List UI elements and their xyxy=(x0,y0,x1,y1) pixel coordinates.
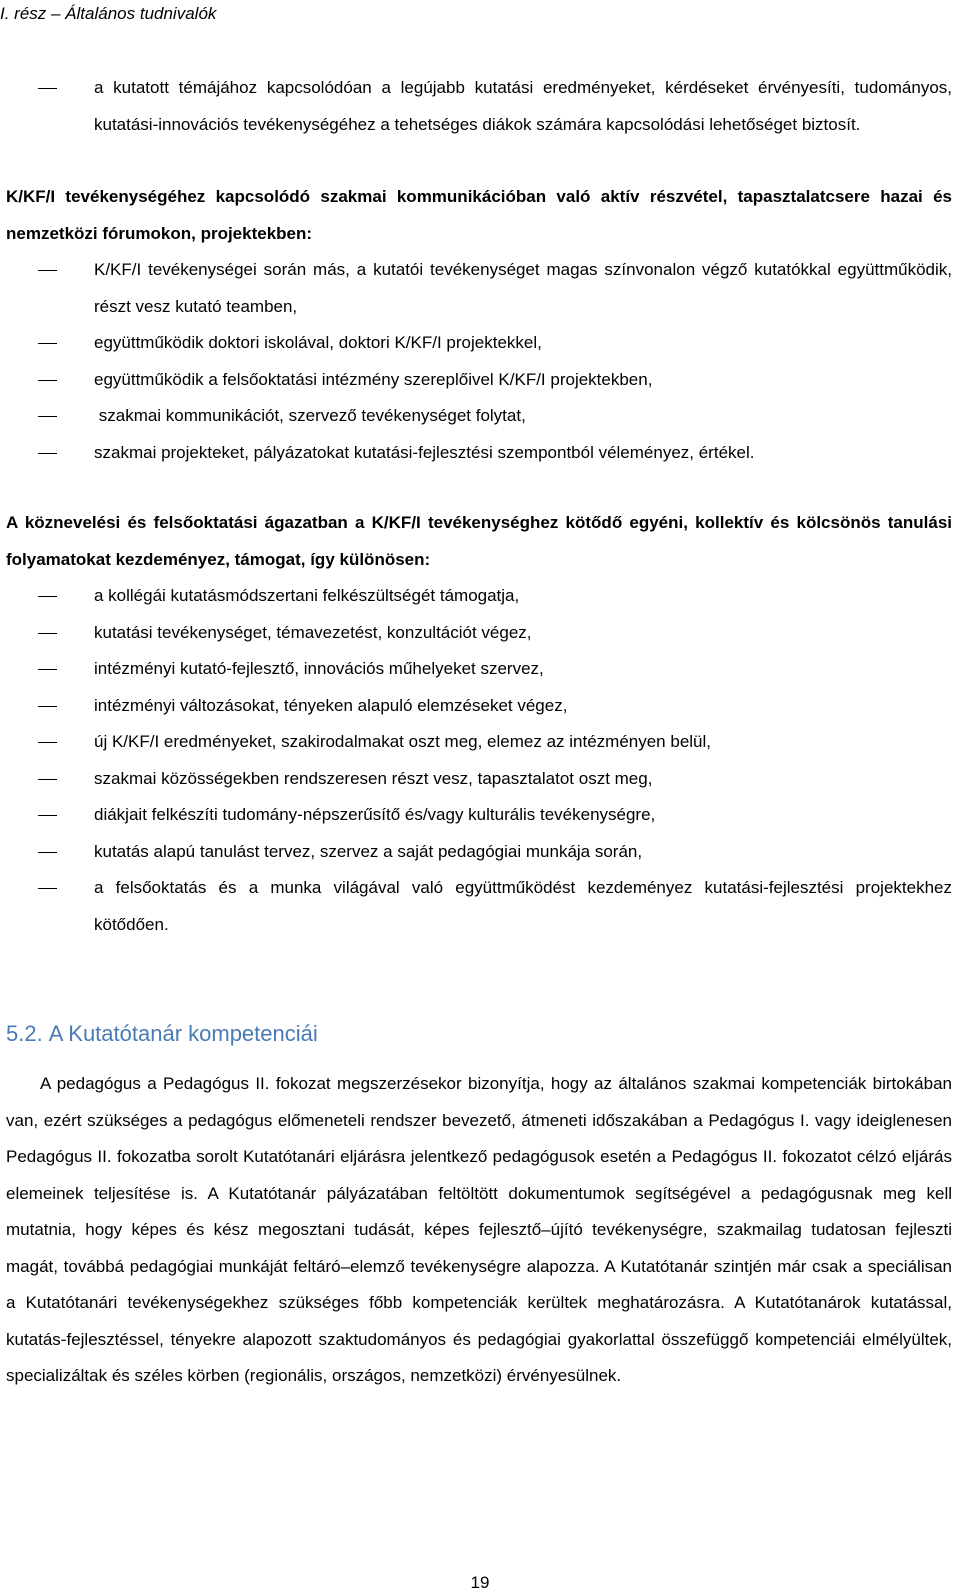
dash-bullet-icon xyxy=(38,453,57,454)
dash-bullet-icon xyxy=(38,633,57,634)
list-item: intézményi változásokat, tényeken alapuló elemzéseket végez, xyxy=(6,688,952,725)
dash-bullet-icon xyxy=(38,343,57,344)
list-item: szakmai közösségekben rendszeresen részt vesz, tapasztalatot oszt meg, xyxy=(6,761,952,798)
third-bullet-list xyxy=(6,578,952,943)
dash-bullet-icon xyxy=(38,779,57,780)
first-bullet-list xyxy=(6,70,952,143)
dash-bullet-icon xyxy=(38,380,57,381)
first-list-block xyxy=(6,70,952,143)
dash-bullet-icon xyxy=(38,88,57,89)
list-item: intézményi kutató-fejlesztő, innovációs műhelyeket szervez, xyxy=(6,651,952,688)
dash-bullet-icon xyxy=(38,669,57,670)
section-number: 5.2. xyxy=(6,1021,43,1046)
dash-bullet-icon xyxy=(38,270,57,271)
list-item: diákjait felkészíti tudomány-népszerűsítő és/vagy kulturális tevékenységre, xyxy=(6,797,952,834)
second-bullet-list xyxy=(6,252,952,471)
dash-bullet-icon xyxy=(38,416,57,417)
list-item: új K/KF/I eredményeket, szakirodalmakat oszt meg, elemez az intézményen belül, xyxy=(6,724,952,761)
body-paragraph: A pedagógus a Pedagógus II. fokozat megszerzésekor bizonyítja, hogy az általános szakmai kompetenciák birtokában van, ezért szükséges a pedagógus előmeneteli rendszer bevezető, átmeneti időszakában a Pedagógus I. vagy ideiglenesen Pedagógus II. fokozatba sorolt Kutatótanári eljárásra jelentkező pedagógusok esetén a Pedagógus II. fokozatot célzó eljárás elemeinek teljesítése is. A Kutatótanár pályázatában feltöltött dokumentumok segítségével a pedagógusnak meg kell mutatnia, hogy képes és kész megosztani tudását, képes fejlesztő–újító tevékenységre, szakmailag tudatosan fejleszti magát, továbbá pedagógiai munkáját feltáró–elemző tevékenységre alapozza. A Kutatótanár szintjén már csak a speciálisan a Kutatótanári tevékenységekhez szükséges főbb kompetenciák kerültek meghatározásra. A Kutatótanárok kutatással, kutatás-fejlesztéssel, tényekre alapozott szaktudományos és pedagógiai gyakorlattal összefüggő kompetenciái elmélyültek, specializáltak és széles körben (regionális, országos, nemzetközi) érvényesülnek. xyxy=(6,1074,952,1385)
kfi-paragraph: K/KF/I tevékenységéhez kapcsolódó szakmai kommunikációban való aktív részvétel, tapasztalatcsere hazai és nemzetközi fórumokon, projektekben: xyxy=(6,187,952,243)
list-item: a kollégái kutatásmódszertani felkészültségét támogatja, xyxy=(6,578,952,615)
kfi-section xyxy=(6,179,952,471)
dash-bullet-icon xyxy=(38,742,57,743)
dash-bullet-icon xyxy=(38,596,57,597)
list-item: szakmai kommunikációt, szervező tevékenységet folytat, xyxy=(6,398,952,435)
page-number: 19 xyxy=(470,1573,490,1592)
section-title: A Kutatótanár kompetenciái xyxy=(48,1021,318,1046)
dash-bullet-icon xyxy=(38,852,57,853)
dash-bullet-icon xyxy=(38,706,57,707)
section-heading xyxy=(6,1020,318,1048)
list-item: a kutatott témájához kapcsolódóan a legújabb kutatási eredményeket, kérdéseket érvényesíti, tudományos, kutatási-innovációs tevékenységéhez a tehetséges diákok számára kapcsolódási lehetőséget biztosít. xyxy=(6,70,952,143)
kozneveles-paragraph: A köznevelési és felsőoktatási ágazatban a K/KF/I tevékenységhez kötődő egyéni, kollektív és kölcsönös tanulási folyamatokat kezdeményez, támogat, így különösen: xyxy=(6,513,952,569)
list-item: együttműködik doktori iskolával, doktori K/KF/I projektekkel, xyxy=(6,325,952,362)
dash-bullet-icon xyxy=(38,888,57,889)
list-item: szakmai projekteket, pályázatokat kutatási-fejlesztési szempontból véleményez, értékel. xyxy=(6,435,952,472)
list-item: együttműködik a felsőoktatási intézmény szereplőivel K/KF/I projektekben, xyxy=(6,362,952,399)
kozneveles-section xyxy=(6,505,952,943)
running-header: I. rész – Általános tudnivalók xyxy=(0,4,217,23)
list-item: a felsőoktatás és a munka világával való együttműködést kezdeményez kutatási-fejlesztési projektekhez kötődően. xyxy=(6,870,952,943)
dash-bullet-icon xyxy=(38,815,57,816)
list-item: kutatási tevékenységet, témavezetést, konzultációt végez, xyxy=(6,615,952,652)
list-item: kutatás alapú tanulást tervez, szervez a saját pedagógiai munkája során, xyxy=(6,834,952,871)
list-item: K/KF/I tevékenységei során más, a kutatói tevékenységet magas színvonalon végző kutatókkal együttműködik, részt vesz kutató teamben, xyxy=(6,252,952,325)
